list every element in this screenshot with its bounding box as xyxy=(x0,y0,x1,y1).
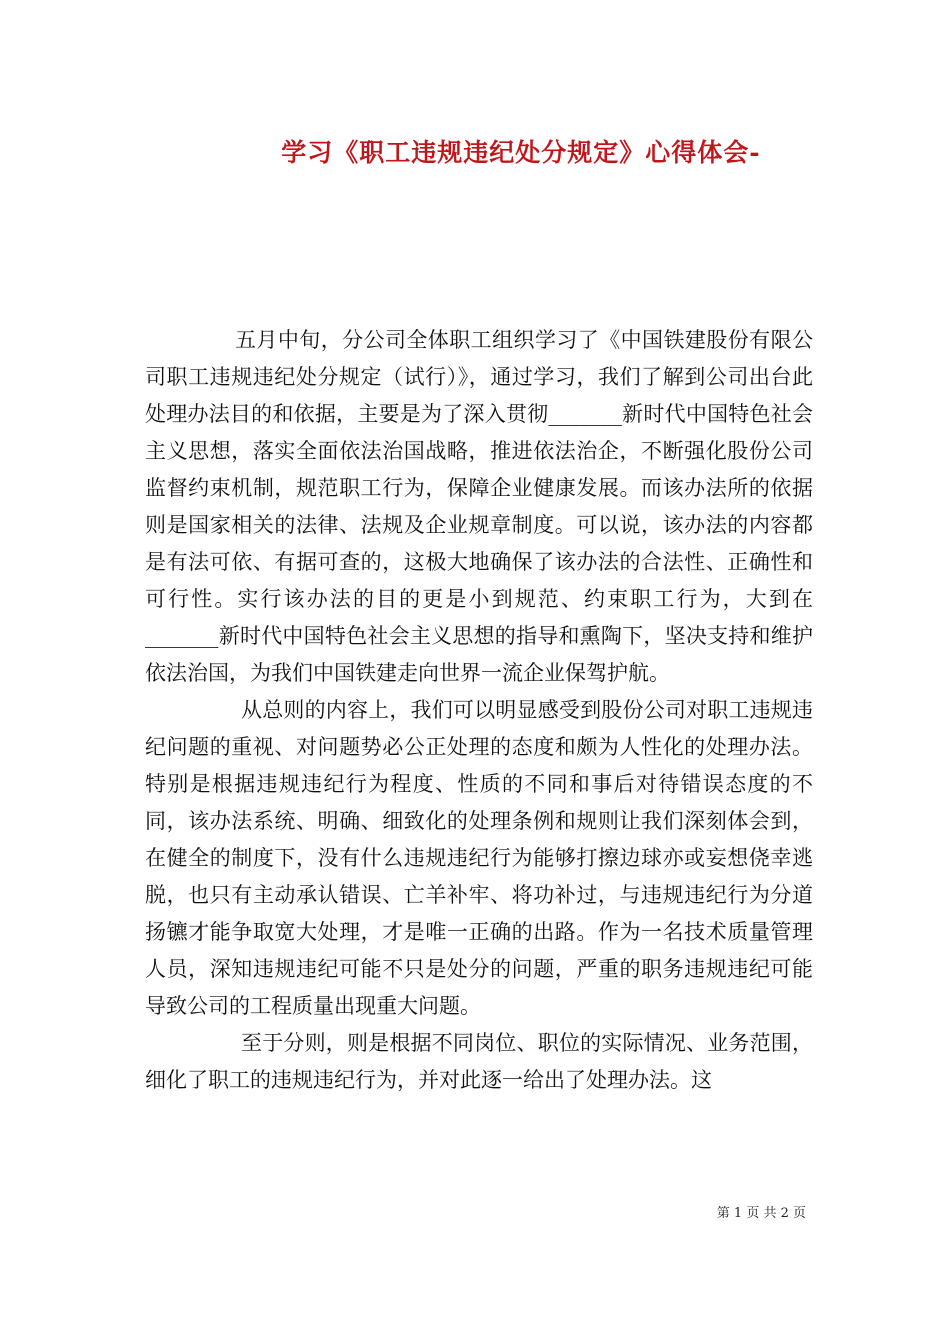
paragraph-3: 至于分则，则是根据不同岗位、职位的实际情况、业务范围，细化了职工的违规违纪行为，并对此逐一给出了处理办法。这 xyxy=(145,1031,813,1092)
document-title: 学习《职工违规违纪处分规定》心得体会- xyxy=(281,138,761,167)
paragraph-1: 五月中旬，分公司全体职工组织学习了《中国铁建股份有限公司职工违规违纪处分规定（试行）》，通过学习，我们了解到公司出台此处理办法目的和依据，主要是为了深入贯彻_______新时代中国特色社会主义思想，落实全面依法治国战略，推进依法治企，不断强化股份公司监督约束机制，规范职工行为，保障企业健康发展。而该办法所的依据则是国家相关的法律、法规及企业规章制度。可以说，该办法的内容都是有法可依、有据可查的，这极大地确保了该办法的合法性、正确性和可行性。实行该办法的目的更是小到规范、约束职工行为，大到在_______新时代中国特色社会主义思想的指导和熏陶下，坚决支持和维护依法治国，为我们中国铁建走向世界一流企业保驾护航。 xyxy=(145,328,813,685)
document-body xyxy=(145,322,813,1099)
page-number-footer: 第 1 页 共 2 页 xyxy=(716,1206,806,1221)
paragraph-2: 从总则的内容上，我们可以明显感受到股份公司对职工违规违纪问题的重视、对问题势必公正处理的态度和颇为人性化的处理办法。特别是根据违规违纪行为程度、性质的不同和事后对待错误态度的不同，该办法系统、明确、细致化的处理条例和规则让我们深刻体会到，在健全的制度下，没有什么违规违纪行为能够打擦边球亦或妄想侥幸逃脱，也只有主动承认错误、亡羊补牢、将功补过，与违规违纪行为分道扬镳才能争取宽大处理，才是唯一正确的出路。作为一名技术质量管理人员，深知违规违纪可能不只是处分的问题，严重的职务违规违纪可能导致公司的工程质量出现重大问题。 xyxy=(145,698,813,1018)
